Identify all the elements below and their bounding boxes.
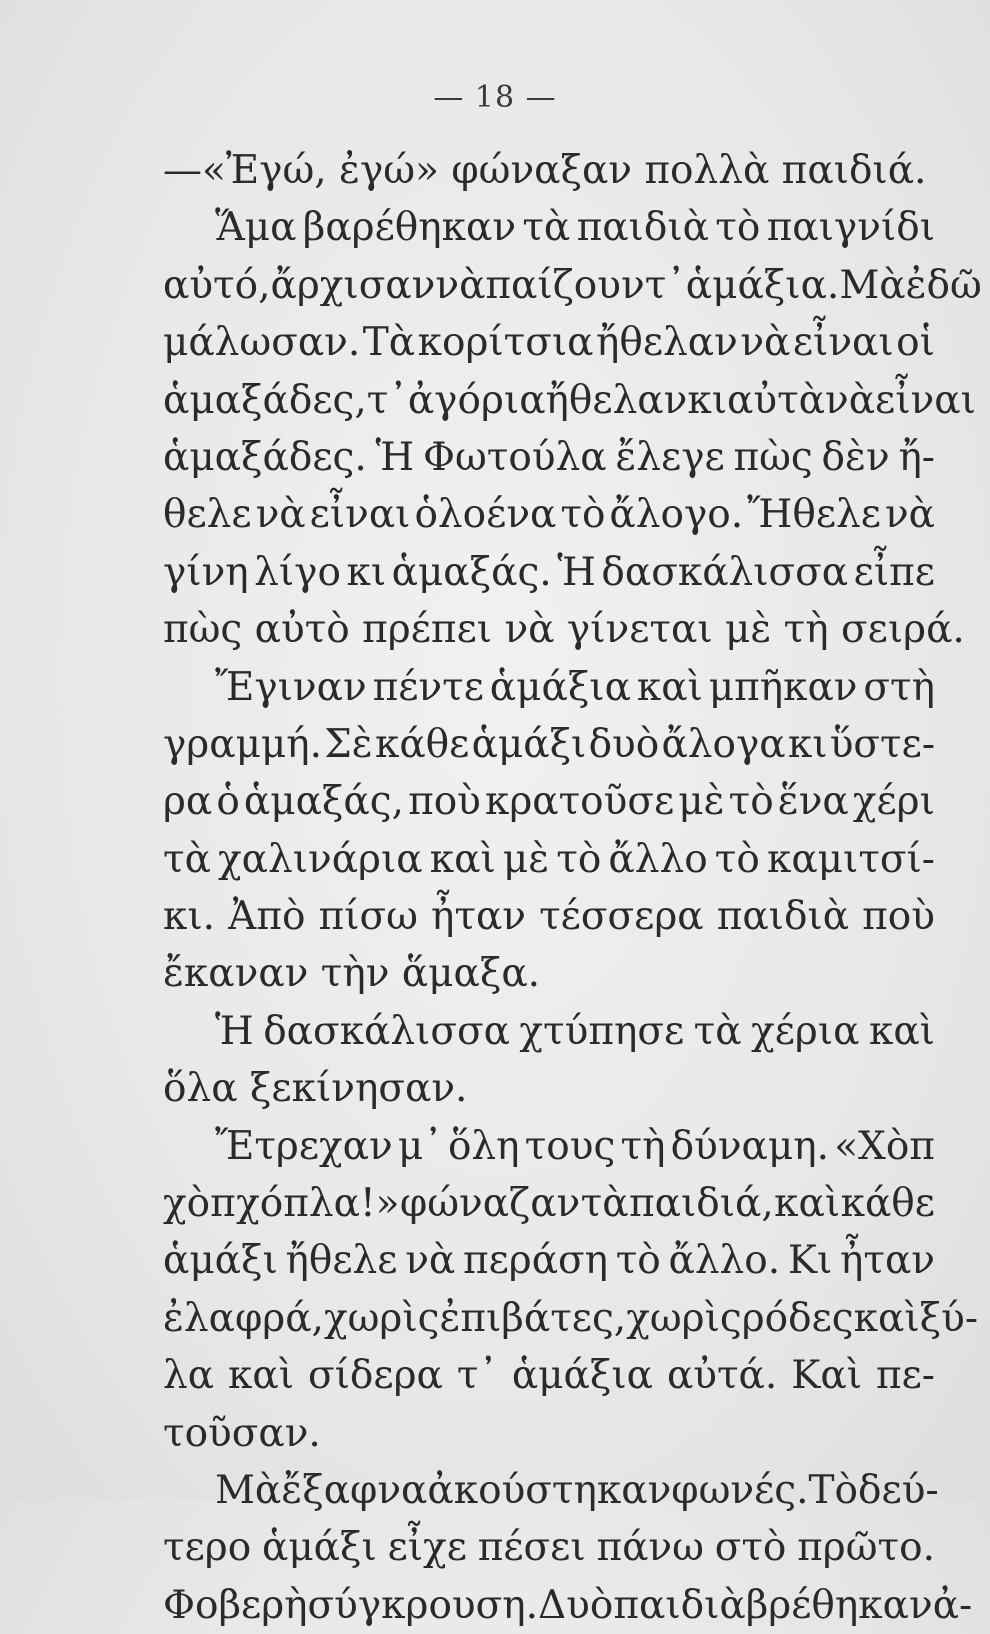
word: παιδιά, [628,1181,774,1227]
word: βρέθηκαν [745,1582,933,1628]
word: νὰ [405,1238,456,1284]
text-line: ὅλα ξεκίνησαν. [163,1066,468,1112]
text-line [163,716,935,773]
word: Τὸ [808,1467,859,1513]
word: νὰ [825,377,876,423]
word: χόπλα!» [236,1181,400,1227]
word: ἄλογα [661,721,786,767]
text-line [163,1003,935,1060]
word: αὐτὰ [727,377,825,423]
word: αὐτό, [163,262,271,308]
page-number: — 18 — [433,80,557,115]
word: τὸ [560,492,606,538]
word: δασκάλισσα [601,549,849,595]
word: ἁμαξάδες, [163,377,367,423]
text-line [163,486,935,543]
word: φωνές. [671,1467,809,1513]
text-line [163,1462,939,1519]
word: Ἡ [215,1008,254,1054]
word: Κι [787,1238,833,1284]
word: νὰ [740,320,791,366]
word: νὰ [435,262,486,308]
word: πίσω [318,894,418,940]
word: εἶχε [387,1525,467,1571]
word: νὰ [255,492,306,538]
word: τὰ [163,836,211,882]
word: καὶ [774,1181,841,1227]
word: μπῆκαν [708,664,858,710]
word: ἤθελαν [596,320,738,366]
word: Ἅμα [215,205,297,251]
text-line [163,773,935,830]
word: εἶναι [309,492,411,538]
text-line: —«Ἐγώ, ἐγώ» φώναξαν πολλὰ παιδιά. [163,148,927,193]
word: ἁμάξι [163,1238,278,1284]
word: χαλινάρια [218,836,423,882]
word: κρατοῦσε [484,779,675,825]
word: δύναμη. [670,1123,829,1169]
body-text [163,142,982,1634]
word: ὁλοένα [414,492,557,538]
word: Μὰ [839,262,906,308]
word: κι. [163,894,216,940]
word: τὸ [715,205,761,251]
word: ἁμάξια [511,1353,653,1399]
text-line [163,1290,979,1347]
text-line [163,888,935,945]
word: περάση [462,1238,609,1284]
word: παιδιὰ [576,205,709,251]
word: κάθε [840,1181,935,1227]
word: ἁμάξια. [685,262,840,308]
word: ἔλεγε [615,434,725,480]
word: τ᾽ [456,1353,498,1399]
word: ἁμάξι [471,721,587,767]
word: καὶ [868,1008,935,1054]
word: Σὲ [324,721,373,767]
word: Ἡ [375,434,415,480]
word: ὕστε- [829,721,935,767]
word: ἦταν [840,1238,935,1284]
word: τὸ [556,836,602,882]
word: ποὺ [408,779,481,825]
text-line: ἔκαναν τὴν ἅμαξα. [163,951,541,997]
word: τὴ [620,1123,666,1169]
text-line [163,1232,935,1289]
word: τ᾽ [366,377,408,423]
word: πε- [875,1353,935,1399]
word: Ἡ [557,549,596,595]
word: παίζουν [485,262,645,308]
word: «Χὸπ [834,1123,935,1169]
word: καὶ [228,1353,295,1399]
word: πάνω [596,1525,704,1571]
word: τὰ [693,1008,742,1054]
word: εἶναι [792,320,894,366]
word: πρῶτο. [797,1525,935,1571]
word: τὰ [580,1181,629,1227]
word: ἄλλο [608,836,708,882]
word: ἔξαφνα [281,1467,428,1513]
word: δεύ- [858,1467,939,1513]
word: τὸ [728,779,774,825]
word: ποὺ [862,894,935,940]
word: καὶ [636,664,703,710]
word: πέσει [477,1525,586,1571]
word: ἐδῶ [905,262,982,308]
word: λα [163,1353,215,1399]
word: βαρέθηκαν [302,205,517,251]
word: Φωτούλα [423,434,607,480]
word: ἁμαξάς. [391,549,552,595]
word: ρα [163,779,213,825]
word: στὴ [863,664,935,710]
word: πέντε [372,664,484,710]
word: καὶ [429,836,496,882]
text-line [163,1577,973,1634]
word: μάλωσαν. [163,320,361,366]
word: οἱ [896,320,935,366]
word: ἤθελε [285,1238,398,1284]
word: Ἔτρεχαν [215,1123,393,1169]
word: χέρια [751,1008,860,1054]
word: ἁμαξάς, [243,779,404,825]
word: χωρὶς [323,1295,440,1341]
word: σίδερα [307,1353,443,1399]
word: ἦταν [431,894,526,940]
word: στὸ [714,1525,787,1571]
word: θελε [163,492,252,538]
word: τὸ [615,1238,661,1284]
word: τερο [163,1525,252,1571]
word: παιδιὰ [613,1582,746,1628]
word: ἁμαξάδες. [163,434,367,480]
word: πὼς [733,434,813,480]
word: τ᾽ [644,262,686,308]
word: ἁμάξια [489,664,631,710]
text-line [163,544,935,601]
word: τους [524,1123,616,1169]
word: τὰ [522,205,571,251]
text-line [163,314,935,371]
text-line: πὼς αὐτὸ πρέπει νὰ γίνεται μὲ τὴ σειρά. [163,607,965,653]
text-line: τοῦσαν. [163,1410,321,1456]
word: Φοβερὴ [163,1582,308,1628]
word: εἶναι [875,377,976,423]
word: ἄλογο. [609,492,744,538]
word: ἀγόρια [407,377,546,423]
word: χτύπησε [519,1008,685,1054]
word: κι [787,721,828,767]
word: κι [687,377,728,423]
word: ξύ- [919,1295,979,1341]
text-line [163,429,935,486]
word: Καὶ [791,1353,863,1399]
word: κάθε [374,721,470,767]
word: εἶπε [853,549,935,595]
word: δασκάλισσα [263,1008,510,1054]
word: καμιτσί- [766,836,935,882]
word: γραμμή. [163,721,323,767]
word: τέσσερα [539,894,704,940]
word: ἤ- [898,434,935,480]
word: χὸπ [163,1181,236,1227]
word: φώναζαν [399,1181,581,1227]
word: ἄλλο. [668,1238,781,1284]
text-line [163,372,976,429]
word: τὸ [714,836,760,882]
word: ἄρχισαν [270,262,436,308]
word: Ἔγιναν [215,664,367,710]
word: δὲν [821,434,890,480]
word: γίνη [163,549,249,595]
word: παιδιὰ [716,894,850,940]
word: νὰ [884,492,935,538]
word: ἐλαφρά, [163,1295,324,1341]
text-line [163,199,935,256]
word: μὲ [678,779,725,825]
word: μὲ [502,836,550,882]
word: χωρὶς [626,1295,742,1341]
word: Μὰ [215,1467,282,1513]
word: Τὰ [362,320,416,366]
word: σύγκρουση. [307,1582,539,1628]
word: καὶ [853,1295,920,1341]
word: ὅλη [447,1123,520,1169]
text-line [163,1118,935,1175]
word: ἐπιβάτες, [439,1295,627,1341]
word: Ἀπὸ [228,894,306,940]
word: ἕνα [777,779,849,825]
word: χέρι [852,779,935,825]
word: ἀκούστηκαν [427,1467,672,1513]
text-line [163,257,982,314]
text-line [163,831,935,888]
word: Ἤθελε [747,492,881,538]
text-line [163,1519,935,1576]
word: ρόδες [741,1295,854,1341]
word: ἁμάξι [261,1525,377,1571]
text-line [163,1175,935,1232]
word: δυὸ [588,721,660,767]
text-line [163,1347,935,1404]
word: κι [346,549,387,595]
text-line [163,659,935,716]
word: λίγο [254,549,341,595]
word: αὐτά. [666,1353,778,1399]
word: ὁ [216,779,240,825]
word: μ᾽ [397,1123,443,1169]
word: Δυὸ [538,1582,614,1628]
word: κορίτσια [417,320,594,366]
word: ἤθελαν [545,377,688,423]
word: παιγνίδι [766,205,935,251]
word: ἀ- [932,1582,973,1628]
